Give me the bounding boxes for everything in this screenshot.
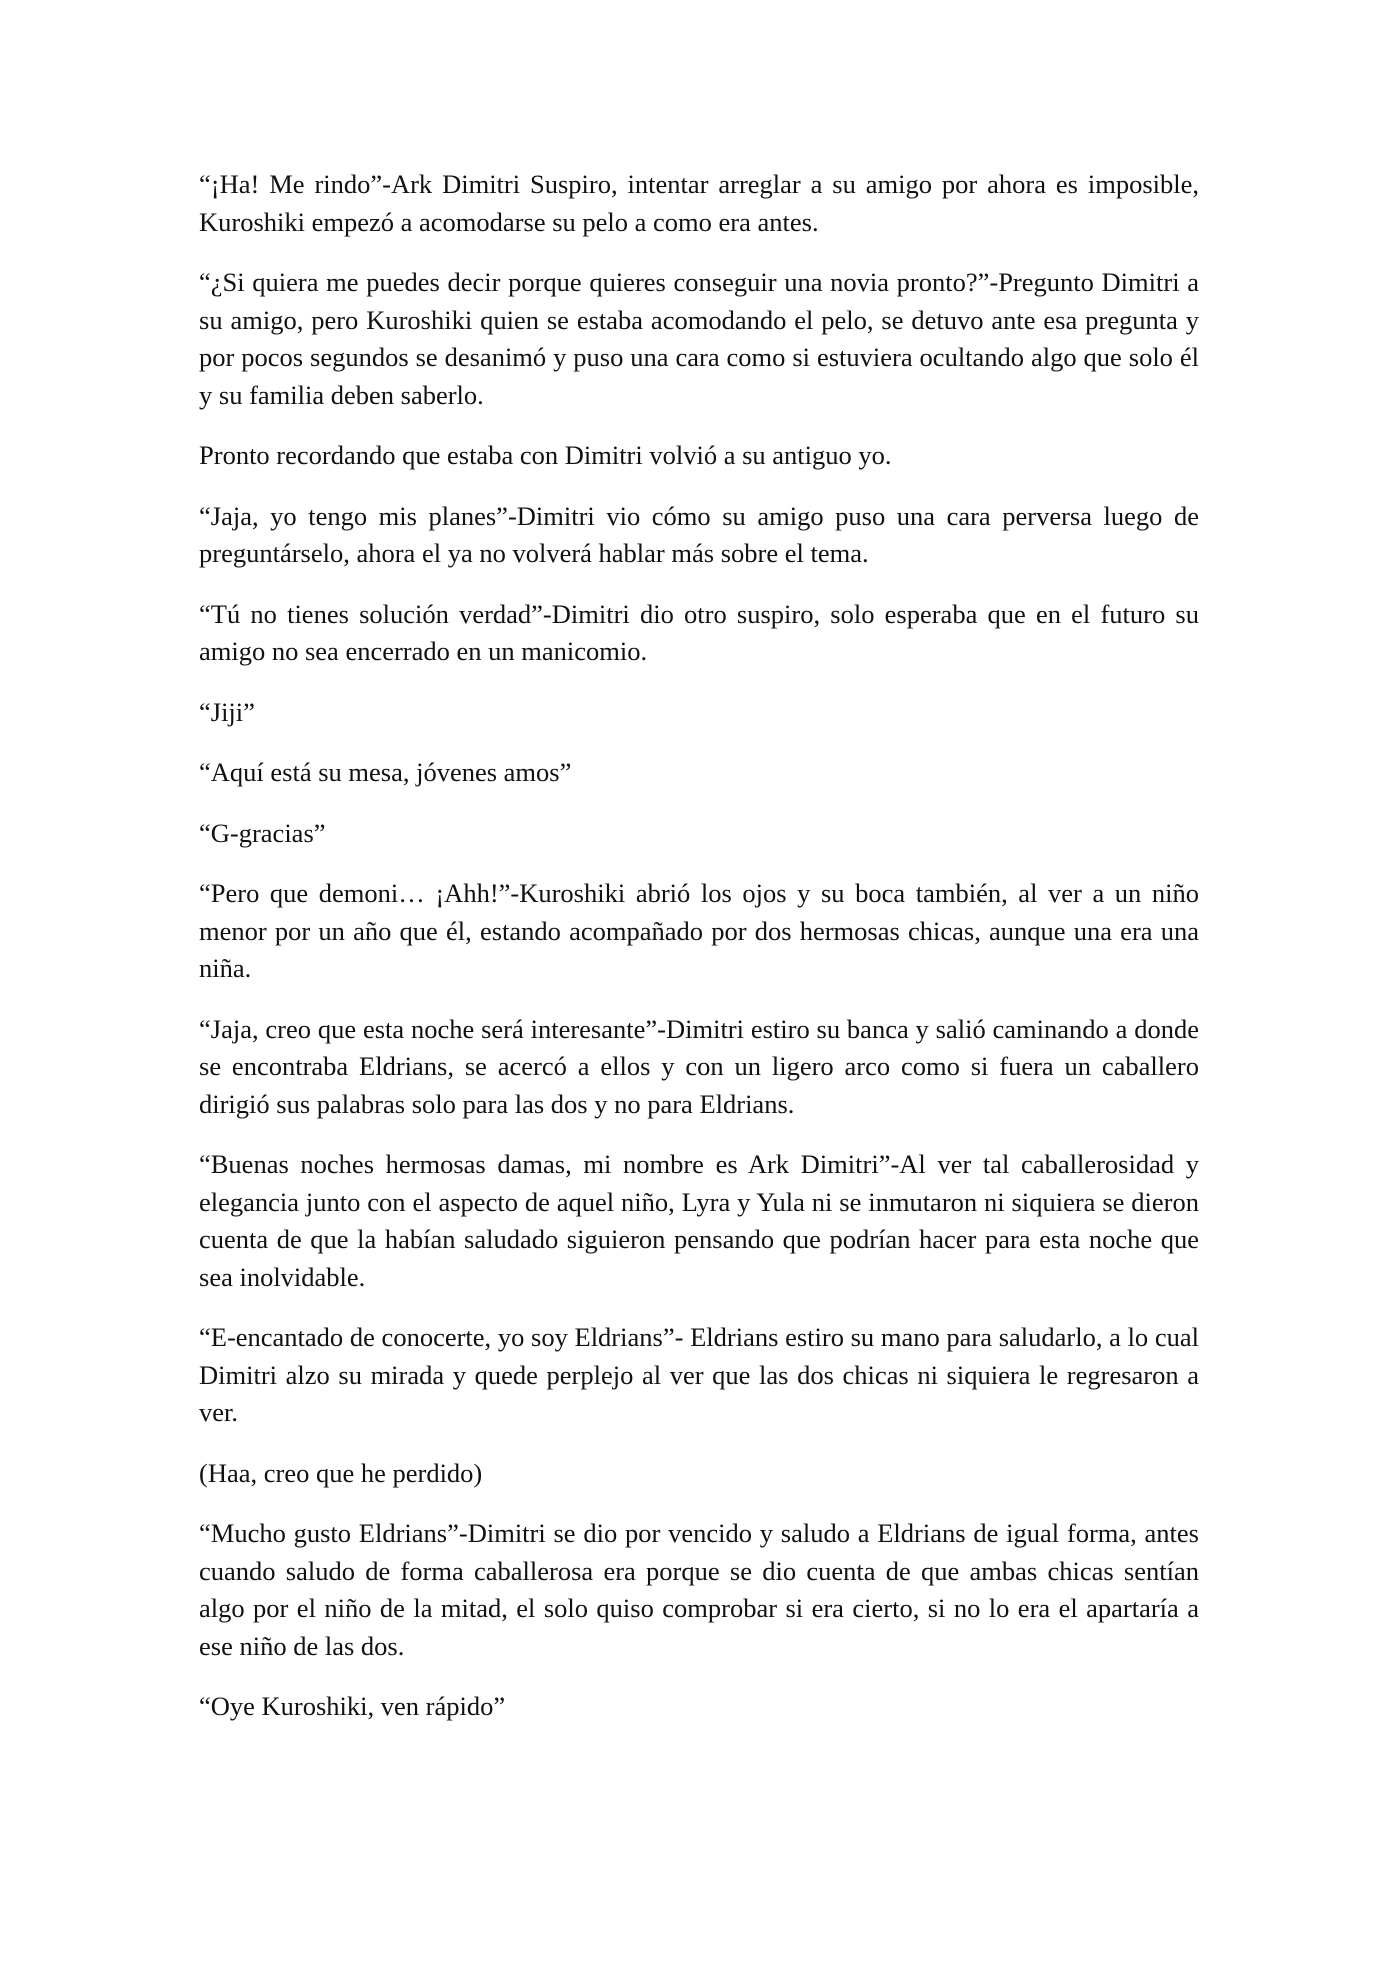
paragraph: “Jaja, creo que esta noche será interesante”-Dimitri estiro su banca y salió caminando a donde se encontraba Eldrians, se acercó a ellos y con un ligero arco como si fuera un caballero dirigió sus palabras solo para las dos y no para Eldrians. <box>199 1013 1199 1119</box>
paragraph: “Buenas noches hermosas damas, mi nombre es Ark Dimitri”-Al ver tal caballerosidad y elegancia junto con el aspecto de aquel niño, Lyra y Yula ni se inmutaron ni siquiera se dieron cuenta de que la habían saludado siguieron pensando que podrían hacer para esta noche que sea inolvidable. <box>199 1149 1199 1292</box>
paragraph: “Pero que demoni… ¡Ahh!”-Kuroshiki abrió los ojos y su boca también, al ver a un niño menor por un año que él, estando acompañado por dos hermosas chicas, aunque una era una niña. <box>199 878 1199 983</box>
document-body <box>199 166 1199 1749</box>
paragraph: “¡Ha! Me rindo”-Ark Dimitri Suspiro, intentar arreglar a su amigo por ahora es imposible, Kuroshiki empezó a acomodarse su pelo a como era antes. <box>199 169 1199 237</box>
paragraph: “¿Si quiera me puedes decir porque quieres conseguir una novia pronto?”-Pregunto Dimitri a su amigo, pero Kuroshiki quien se estaba acomodando el pelo, se detuvo ante esa pregunta y por pocos segundos se desanimó y puso una cara como si estuviera ocultando algo que solo él y su familia deben saberlo. <box>199 267 1199 410</box>
paragraph: “Mucho gusto Eldrians”-Dimitri se dio por vencido y saludo a Eldrians de igual forma, antes cuando saludo de forma caballerosa era porque se dio cuenta de que ambas chicas sentían algo por el niño de la mitad, el solo quiso comprobar si era cierto, si no lo era el apartaría a ese niño de las dos. <box>199 1518 1199 1661</box>
paragraph: “Tú no tienes solución verdad”-Dimitri dio otro suspiro, solo esperaba que en el futuro su amigo no sea encerrado en un manicomio. <box>199 598 1199 666</box>
paragraph: “Aquí está su mesa, jóvenes amos” <box>199 757 572 787</box>
paragraph: “E-encantado de conocerte, yo soy Eldrians”- Eldrians estiro su mano para saludarlo, a lo cual Dimitri alzo su mirada y quede perplejo al ver que las dos chicas ni siquiera le regresaron a ver. <box>199 1322 1199 1427</box>
paragraph: “G-gracias” <box>199 817 326 848</box>
paragraph: “Jiji” <box>199 696 255 727</box>
paragraph: (Haa, creo que he perdido) <box>199 1457 483 1488</box>
paragraph: Pronto recordando que estaba con Dimitri volvió a su antiguo yo. <box>199 440 892 470</box>
paragraph: “Oye Kuroshiki, ven rápido” <box>199 1691 506 1721</box>
paragraph: “Jaja, yo tengo mis planes”-Dimitri vio cómo su amigo puso una cara perversa luego de preguntárselo, ahora el ya no volverá hablar más sobre el tema. <box>199 500 1199 568</box>
